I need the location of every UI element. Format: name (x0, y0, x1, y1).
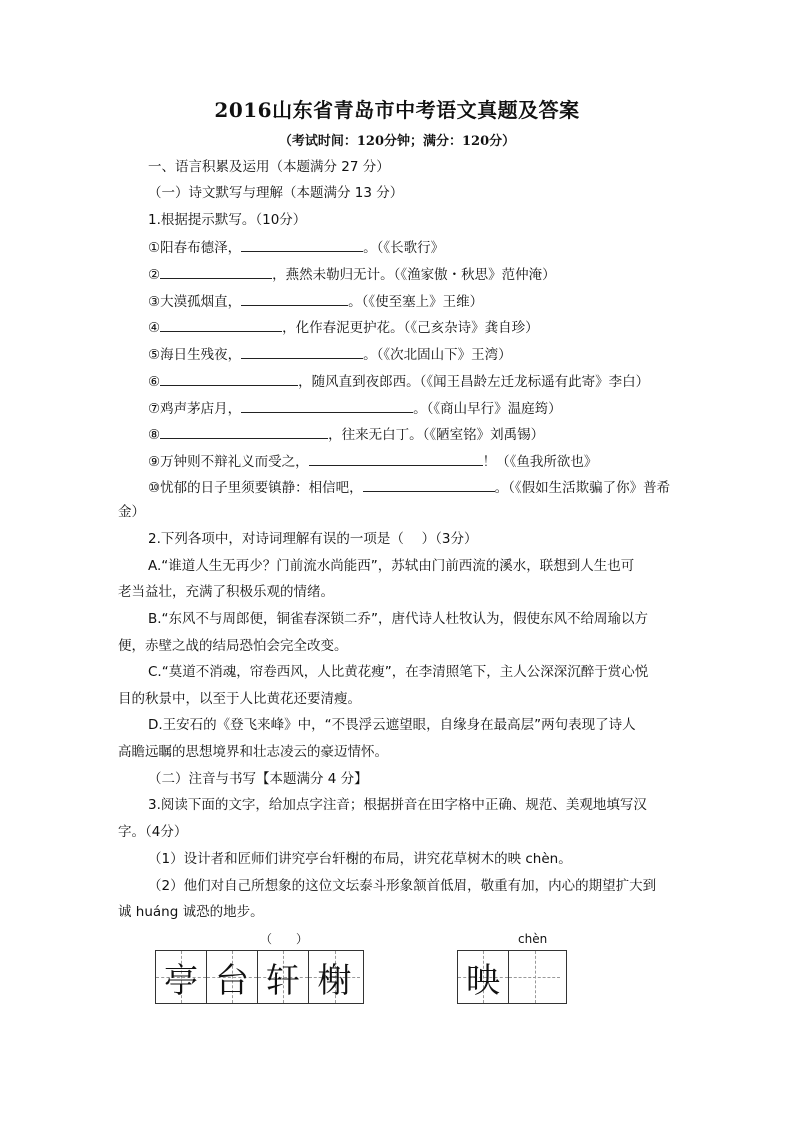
question-3-sentence-1: （1）设计者和匠师们讲究亭台轩榭的布局，讲究花草树木的映 chèn。 (148, 851, 572, 867)
option-b-cont: 便，赤壁之战的结局恐怕会完全改变。 (118, 638, 348, 654)
answer-blank[interactable] (363, 477, 495, 492)
fill-item-8: ⑧ ，往来无白丁。（《陋室铭》刘禹锡） (148, 424, 544, 444)
tianzige-grid-2 (457, 950, 567, 1004)
answer-blank[interactable] (160, 424, 328, 439)
fill-item-7: ⑦鸡声茅店月， 。（《商山早行》温庭筠） (148, 398, 562, 418)
fill-item-3: ③大漠孤烟直， 。（《使至塞上》王维） (148, 291, 483, 311)
subsection-heading-1: （一）诗文默写与理解（本题满分 13 分） (148, 185, 404, 201)
question-3-sentence-2-cont: 诚 huáng 诚恐的地步。 (118, 904, 264, 920)
section-heading: 一、语言积累及运用（本题满分 27 分） (148, 159, 390, 175)
answer-blank[interactable] (160, 371, 298, 386)
fill-item-5: ⑤海日生残夜， 。（《次北固山下》王湾） (148, 344, 512, 364)
question-3-sentence-2: （2）他们对自己所想象的这位文坛泰斗形象颔首低眉，敬重有加，内心的期望扩大到 (148, 878, 657, 894)
option-d-cont: 高瞻远瞩的思想境界和壮志凌云的豪迈情怀。 (118, 744, 388, 760)
option-a: A.“谁道人生无再少？门前流水尚能西”，苏轼由门前西流的溪水，联想到人生也可 (148, 558, 635, 574)
pinyin-label: chèn (518, 932, 548, 946)
fill-item-6: ⑥ ，随风直到夜郎西。（《闻王昌龄左迁龙标遥有此寄》李白） (148, 371, 649, 391)
grid-cell (309, 951, 360, 1003)
page-subtitle: （考试时间：120分钟；满分：120分） (278, 134, 516, 149)
option-d: D.王安石的《登飞来峰》中，“不畏浮云遮望眼，自缘身在最高层”两句表现了诗人 (148, 717, 636, 733)
subsection-heading-2: （二）注音与书写【本题满分 4 分】 (148, 771, 368, 787)
grid-char: 台 (215, 960, 249, 1001)
question-3-stem: 3.阅读下面的文字，给加点字注音；根据拼音在田字格中正确、规范、美观地填写汉 (148, 797, 647, 813)
fill-item-10: ⑩忧郁的日子里须要镇静：相信吧， 。（《假如生活欺骗了你》普希 (148, 477, 670, 497)
option-a-cont: 老当益壮，充满了积极乐观的情绪。 (118, 584, 334, 600)
grid-char: 亭 (164, 960, 198, 1001)
grid-cell-answer[interactable] (509, 951, 560, 1003)
answer-blank[interactable] (241, 398, 413, 413)
answer-blank[interactable] (309, 451, 483, 466)
answer-blank[interactable] (241, 344, 363, 359)
grid-char: 映 (466, 960, 500, 1001)
grid-cell (258, 951, 309, 1003)
fill-item-10-cont: 金） (118, 504, 145, 520)
fill-item-9: ⑨万钟则不辩礼义而受之， ！（《鱼我所欲也》 (148, 451, 597, 471)
question-1-stem: 1.根据提示默写。（10分） (148, 212, 307, 228)
tianzige-grid-1 (155, 950, 364, 1004)
page-title: 2016山东省青岛市中考语文真题及答案 (214, 98, 580, 122)
grid-cell (156, 951, 207, 1003)
answer-blank[interactable] (160, 317, 282, 332)
answer-blank[interactable] (160, 264, 272, 279)
question-2-stem: 2.下列各项中，对诗词理解有误的一项是（ ）（3分） (148, 531, 478, 547)
grid-char: 榭 (317, 960, 352, 1001)
fill-item-2: ② ，燕然未勒归无计。（《渔家傲・秋思》范仲淹） (148, 264, 556, 284)
option-c-cont: 目的秋景中，以至于人比黄花还要清瘦。 (118, 691, 361, 707)
answer-blank[interactable] (241, 291, 348, 306)
pinyin-answer-parentheses[interactable]: （ ） (260, 932, 309, 946)
grid-cell (207, 951, 258, 1003)
option-b: B.“东风不与周郎便，铜雀春深锁二乔”，唐代诗人杜牧认为，假使东风不给周瑜以方 (148, 611, 649, 627)
question-3-stem-cont: 字。（4分） (118, 824, 188, 840)
grid-char (509, 951, 560, 1003)
option-c: C.“莫道不消魂，帘卷西风，人比黄花瘦”，在李清照笔下，主人公深深沉醉于赏心悦 (148, 664, 649, 680)
grid-char: 轩 (266, 960, 300, 1001)
grid-cell (458, 951, 509, 1003)
fill-item-1: ①阳春布德泽， 。（《长歌行》 (148, 237, 444, 257)
answer-blank[interactable] (241, 237, 363, 252)
fill-item-4: ④ ，化作春泥更护花。（《己亥杂诗》龚自珍） (148, 317, 539, 337)
